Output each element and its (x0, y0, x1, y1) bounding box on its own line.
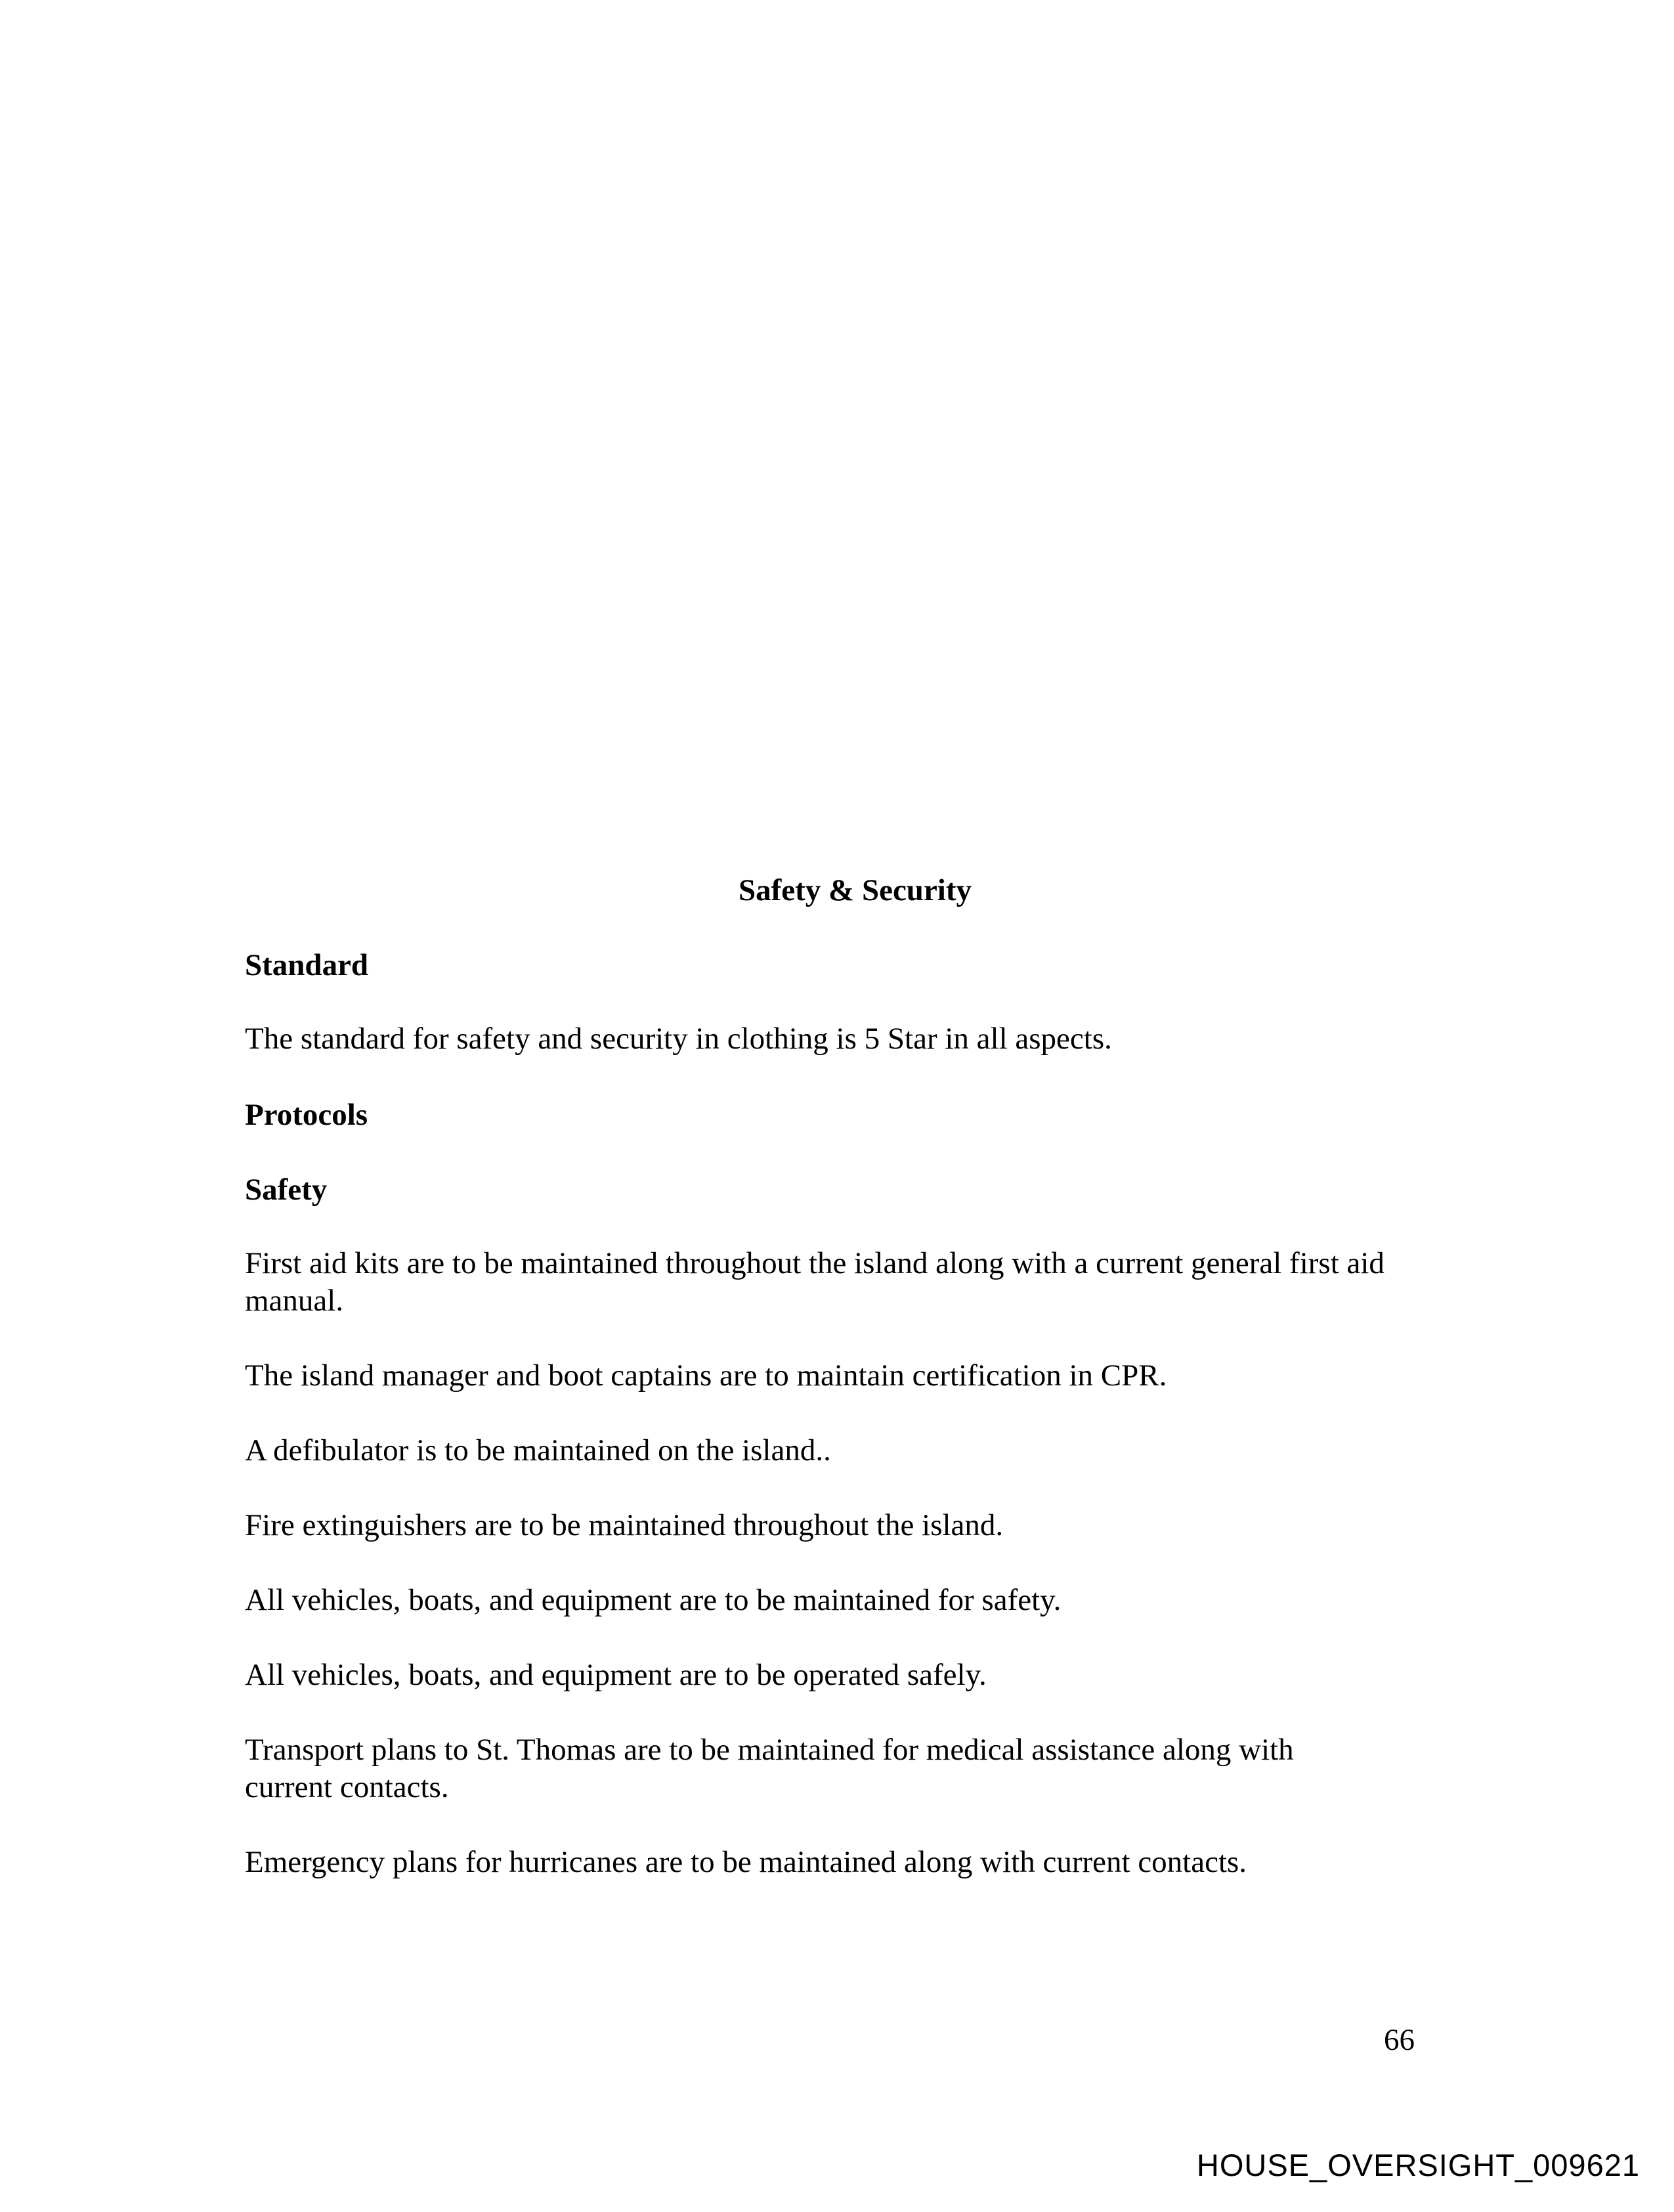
page-number: 66 (1384, 2023, 1415, 2057)
heading-standard: Standard (245, 948, 369, 982)
heading-protocols: Protocols (245, 1098, 368, 1132)
bates-number: HOUSE_OVERSIGHT_009621 (1196, 2148, 1640, 2182)
safety-item: First aid kits are to be maintained throughout the island along with a current general first aid manual. (245, 1246, 1384, 1318)
safety-item: All vehicles, boats, and equipment are to be operated safely. (245, 1658, 987, 1692)
safety-item: Emergency plans for hurricanes are to be maintained along with current contacts. (245, 1845, 1247, 1879)
safety-item: The island manager and boot captains are to maintain certification in CPR. (245, 1358, 1167, 1393)
safety-item: Transport plans to St. Thomas are to be maintained for medical assistance along with current contacts. (245, 1733, 1294, 1804)
safety-item: Fire extinguishers are to be maintained throughout the island. (245, 1508, 1004, 1542)
page-title: Safety & Security (738, 873, 972, 907)
heading-safety: Safety (245, 1173, 328, 1207)
standard-paragraph: The standard for safety and security in clothing is 5 Star in all aspects. (245, 1022, 1112, 1056)
safety-item: A defibulator is to be maintained on the island.. (245, 1433, 831, 1467)
safety-item: All vehicles, boats, and equipment are to be maintained for safety. (245, 1583, 1062, 1617)
